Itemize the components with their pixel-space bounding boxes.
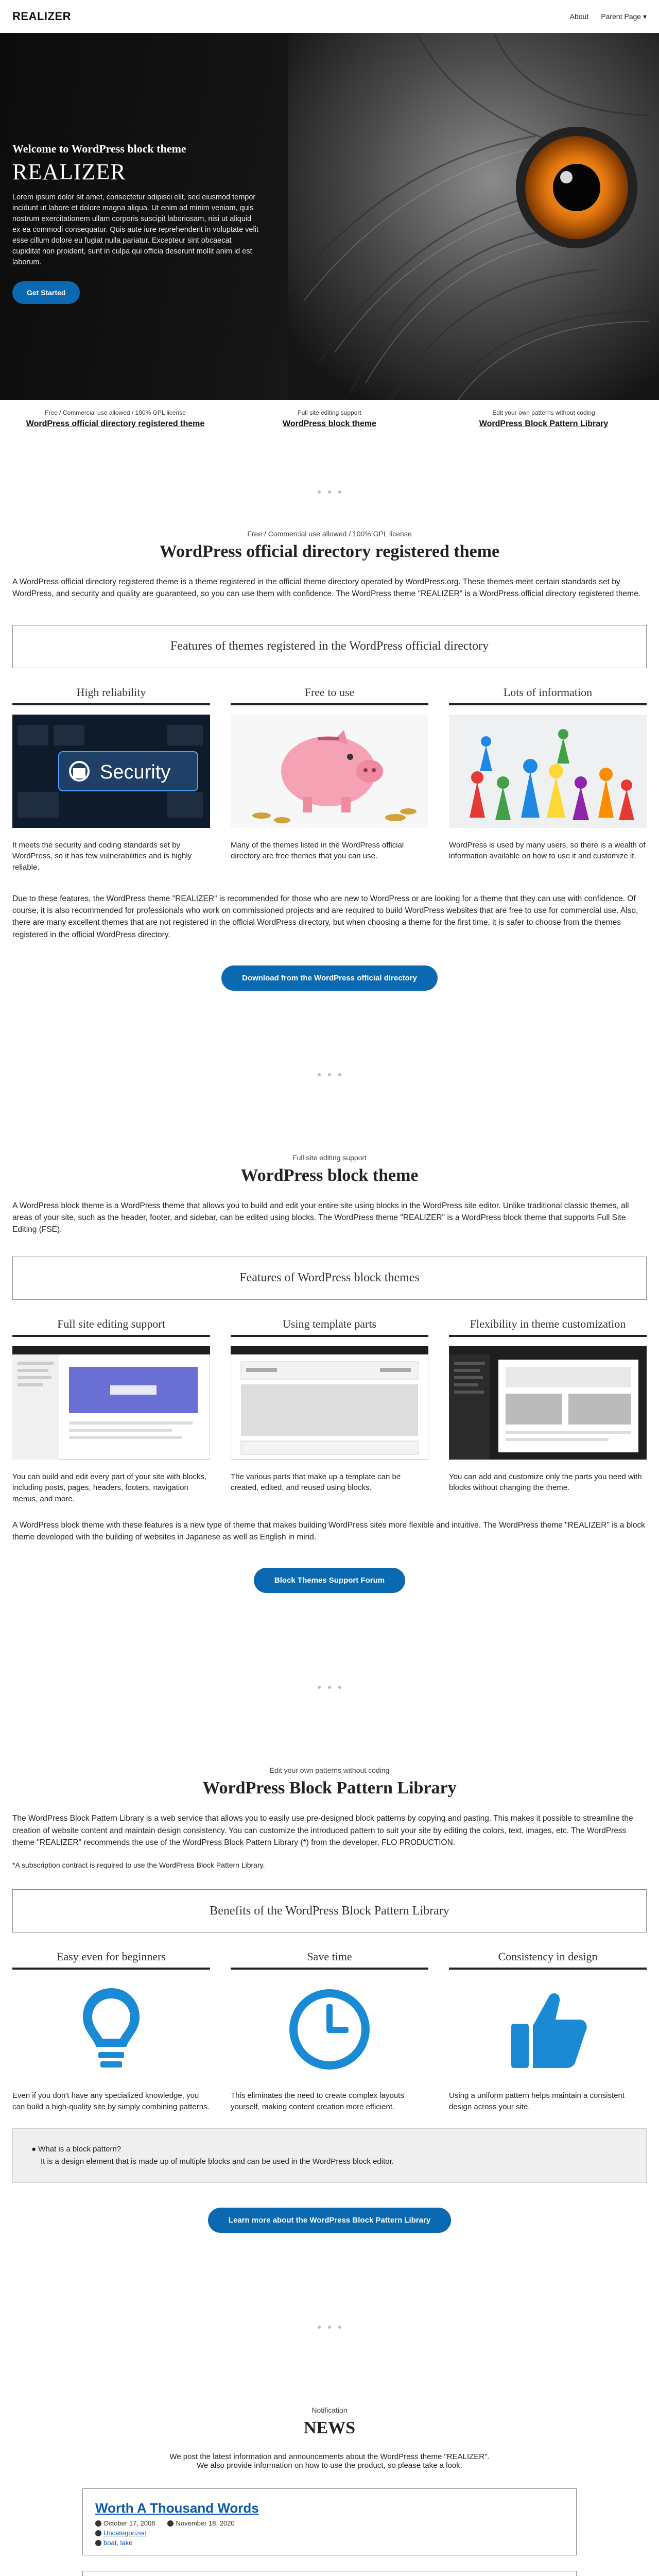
card-title: Consistency in design [449,1950,647,1970]
clock-icon [286,1986,373,2073]
faq-answer: It is a design element that is made up of multiple blocks and can be used in the WordPress block editor. [41,2157,394,2166]
security-keyboard-image [12,715,210,828]
customization-screenshot [449,1346,647,1460]
card-title: High reliability [12,686,210,705]
nav-about[interactable]: About [569,12,589,21]
section-divider-dots [0,1073,659,1076]
card-free-to-use [231,686,428,873]
official-intro: A WordPress official directory registered theme is a theme registered in the official theme directory operated by WordPress.org. These themes meet certain standards set by WordPress, and security and quality are guaranteed, so you can use them with confidence. The WordPress theme "REALIZER" is a WordPress official directory registered theme. [12,578,641,599]
hero-content [12,142,259,304]
card-full-site-editing [12,1317,210,1505]
card-title: Free to use [231,686,428,705]
news-tags [95,2539,564,2547]
block-section [0,1154,659,1594]
official-cards [12,686,647,873]
card-high-reliability [12,686,210,873]
news-categories [95,2529,564,2537]
top-nav [570,12,647,21]
feature-link-official[interactable]: WordPress official directory registered theme [26,419,205,428]
card-template-parts [231,1317,428,1505]
faq-question: What is a block pattern? [38,2144,122,2154]
official-section [0,530,659,991]
pattern-intro: The WordPress Block Pattern Library is a web service that allows you to easily use pre-designed block patterns by copying and pasting. This makes it possible to streamline the creation of website content and maintain design consistency. You can customize the introduced pattern to suit your site by editing the colors, text, images, etc. The WordPress theme "REALIZER" recommends the use of the WordPress Block Pattern Library (*) from the developer, FLO PRODUCTION. [12,1814,633,1847]
download-official-button[interactable]: Download from the WordPress official directory [221,965,438,991]
card-title: Lots of information [449,686,647,705]
official-box-title: Features of themes registered in the WordPress official directory [12,625,647,668]
calendar-icon [95,2520,101,2527]
pattern-cards [12,1950,647,2113]
site-header [0,0,659,33]
thumbs-up-icon [504,1986,592,2073]
card-text: Even if you don't have any specialized knowledge, you can build a high-quality site by simply combining patterns. [12,2091,210,2111]
card-easy-beginners [12,1950,210,2113]
card-title: Using template parts [231,1317,428,1337]
hero-text: Lorem ipsum dolor sit amet, consectetur adipisci elit, sed eiusmod tempor incidunt ut labore et dolore magna aliqua. Ut enim ad minim veniam, quis nostrum exercitationem ullam corporis suscipit laboriosam, nisi ut aliquid ex ea commodi consequatur. Quis aute iure reprehenderit in voluptate velit esse cillum dolore eu fugiat nulla pariatur. Excepteur sint obcaecat cupiditat non proident, sunt in culpa qui officia deserunt mollit anim id est laborum. [12,193,258,267]
news-dates [95,2519,564,2527]
official-caption: Free / Commercial use allowed / 100% GPL license [247,530,412,538]
feature-link-item [441,409,647,429]
card-text: Using a uniform pattern helps maintain a consistent design across your site. [449,2091,625,2111]
news-item-title[interactable]: Worth A Thousand Words [95,2500,259,2516]
feature-link-caption: Free / Commercial use allowed / 100% GPL license [45,409,186,416]
news-list [12,2488,647,2576]
news-item [82,2488,577,2555]
feature-link-block-theme[interactable]: WordPress block theme [283,419,376,428]
news-date: October 17, 2008 [103,2519,155,2527]
faq-box [12,2128,647,2183]
news-intro-1: We post the latest information and announcements about the WordPress theme "REALIZER". [169,2452,490,2461]
pattern-section [0,1766,659,2232]
card-text: You can build and edit every part of your site with blocks, including posts, pages, headers, footers, navigation menus, and more. [12,1472,207,1503]
card-text: WordPress is used by many users, so there is a wealth of information available on how to use it and customize it. [449,840,646,861]
news-title: NEWS [303,2418,356,2437]
official-body: Due to these features, the WordPress theme "REALIZER" is recommended for those who are new to WordPress or are looking for a theme that they can use with confidence. Of course, it is also recommended for professionals who work on commissioned projects and are required to build WordPress websites that are free to use for commercial use. Also, there are many excellent themes that are not registered in the official WordPress directory, but when choosing a theme for the first time, it is safer to choose from the themes registered in the official WordPress directory. [12,894,638,939]
site-editor-screenshot [12,1346,210,1460]
support-forum-button[interactable]: Block Themes Support Forum [254,1568,405,1593]
feature-link-pattern-library[interactable]: WordPress Block Pattern Library [479,419,609,428]
owl-image [288,33,659,400]
feature-link-item [227,409,432,429]
section-divider-dots [0,2326,659,2329]
card-title: Save time [231,1950,428,1970]
feature-links [0,400,659,429]
block-caption: Full site editing support [292,1153,367,1162]
template-parts-screenshot [231,1346,428,1460]
pattern-note: *A subscription contract is required to use the WordPress Block Pattern Library. [12,1861,265,1869]
hero-get-started-button[interactable]: Get Started [12,281,80,304]
learn-pattern-library-button[interactable]: Learn more about the WordPress Block Pattern Library [208,2208,451,2233]
feature-link-caption: Edit your own patterns without coding [492,409,595,416]
site-logo[interactable]: REALIZER [12,10,71,23]
updated-icon [167,2520,174,2527]
card-text: You can add and customize only the parts you need with blocks without changing the theme. [449,1472,642,1493]
pattern-box-title: Benefits of the WordPress Block Pattern Library [12,1889,647,1933]
feature-link-item [12,409,218,429]
news-updated: November 18, 2020 [176,2519,235,2527]
card-save-time [231,1950,428,2113]
card-title: Flexibility in theme customization [449,1317,647,1337]
section-divider-dots [0,1686,659,1689]
block-box-title: Features of WordPress block themes [12,1257,647,1300]
card-lots-of-information [449,686,647,873]
card-text: This eliminates the need to create complex layouts yourself, making content creation more efficient. [231,2091,404,2111]
feature-link-caption: Full site editing support [298,409,361,416]
card-title: Easy even for beginners [12,1950,210,1970]
hero [0,33,659,400]
official-title: WordPress official directory registered theme [159,542,500,561]
piggy-bank-image [231,715,428,828]
hero-subtitle: Welcome to WordPress block theme [12,142,186,155]
security-word: Security [100,761,171,783]
pattern-title: WordPress Block Pattern Library [202,1778,457,1798]
lightbulb-icon [78,1983,145,2076]
nav-parent-page[interactable]: Parent Page ▾ [601,12,647,21]
pattern-caption: Edit your own patterns without coding [269,1766,390,1775]
card-text: It meets the security and coding standards set by WordPress, so it has few vulnerabilities and is highly reliable. [12,840,192,872]
news-tags-text[interactable]: boat, lake [103,2538,133,2547]
block-cards [12,1317,647,1505]
hero-title: REALIZER [12,159,126,184]
section-divider-dots [0,490,659,494]
news-caption: Notification [311,2405,348,2414]
card-text: The various parts that make up a template can be created, edited, and reused using blocks. [231,1472,401,1493]
news-intro-2: We also provide information on how to use the product, so please take a look. [197,2461,462,2470]
card-flexibility [449,1317,647,1505]
news-section [0,2406,659,2576]
news-categories-text[interactable]: Uncategorized [103,2529,147,2537]
block-body: A WordPress block theme with these features is a new type of theme that makes building WordPress sites more flexible and intuitive. The WordPress theme "REALIZER" is a block theme developed with the building of websites in Japanese as well as English in mind. [12,1520,645,1541]
faq-bullet-icon: ● [31,2144,39,2154]
card-title: Full site editing support [12,1317,210,1337]
folder-icon [95,2530,101,2536]
card-consistency [449,1950,647,2113]
card-text: Many of the themes listed in the WordPress official directory are free themes that you can use. [231,840,404,861]
block-title: WordPress block theme [240,1165,419,1185]
news-item [82,2571,577,2576]
colored-pawns-image [449,715,647,828]
tag-icon [95,2540,101,2546]
block-intro: A WordPress block theme is a WordPress theme that allows you to build and edit your entire site using blocks in the WordPress site editor. Unlike traditional classic themes, all areas of your site, such as the header, footer, and sidebar, can be edited using blocks. The WordPress theme "REALIZER" is a WordPress block theme that supports Full Site Editing (FSE). [12,1201,629,1234]
